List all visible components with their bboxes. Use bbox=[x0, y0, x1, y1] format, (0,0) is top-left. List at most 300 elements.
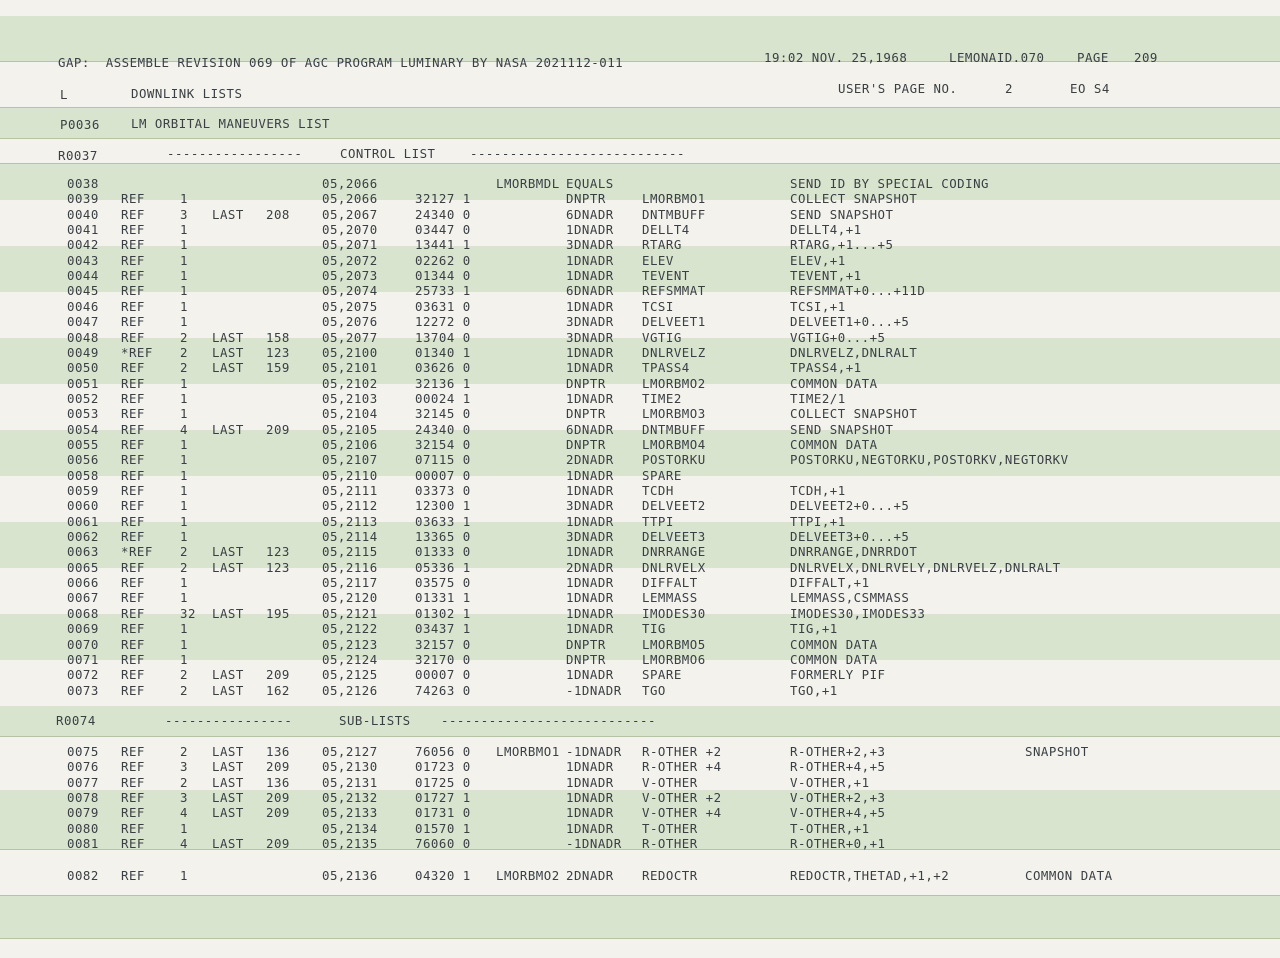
row-opcode: 1DNADR bbox=[566, 513, 614, 529]
row-last-label: LAST bbox=[212, 605, 244, 621]
row-ref-marker: REF bbox=[121, 774, 145, 790]
row-ref-marker: REF bbox=[121, 513, 145, 529]
row-ref-marker: REF bbox=[121, 421, 145, 437]
row-address: 05,2103 bbox=[322, 390, 378, 406]
row-line-number: 0066 bbox=[67, 575, 99, 591]
listing-row bbox=[0, 837, 1280, 852]
row-last-label: LAST bbox=[212, 559, 244, 575]
row-opcode: 1DNADR bbox=[566, 467, 614, 483]
row-opcode: 1DNADR bbox=[566, 820, 614, 836]
row-ref-marker: REF bbox=[121, 605, 145, 621]
row-ref-marker: REF bbox=[121, 651, 145, 667]
row-ref-marker: REF bbox=[121, 529, 145, 545]
row-ref-count: 1 bbox=[180, 621, 188, 637]
row-octal-value: 76060 0 bbox=[415, 835, 471, 851]
row-address: 05,2067 bbox=[322, 206, 378, 222]
row-ref-count: 3 bbox=[180, 206, 188, 222]
row-octal-value: 01302 1 bbox=[415, 605, 471, 621]
row-last-label: LAST bbox=[212, 360, 244, 376]
row-line-number: 0050 bbox=[67, 360, 99, 376]
row-octal-value: 07115 0 bbox=[415, 452, 471, 468]
row-operand: R-OTHER bbox=[642, 835, 698, 851]
row-line-number: 0063 bbox=[67, 544, 99, 560]
row-ref-marker: REF bbox=[121, 559, 145, 575]
row-last-page: 159 bbox=[266, 360, 290, 376]
row-comment: TIME2/1 bbox=[790, 390, 846, 406]
listing-row bbox=[0, 438, 1280, 453]
row-ref-count: 4 bbox=[180, 421, 188, 437]
row-operand: TIG bbox=[642, 621, 666, 637]
row-operand: DELVEET3 bbox=[642, 529, 706, 545]
row-comment: R-OTHER+0,+1 bbox=[790, 835, 886, 851]
row-ref-marker: REF bbox=[121, 237, 145, 253]
row-ref-count: 1 bbox=[180, 191, 188, 207]
row-last-label: LAST bbox=[212, 544, 244, 560]
row-ref-marker: REF bbox=[121, 206, 145, 222]
row-ref-count: 2 bbox=[180, 744, 188, 759]
row-operand: SPARE bbox=[642, 667, 682, 683]
row-ref-marker: REF bbox=[121, 744, 145, 759]
row-octal-value: 00007 0 bbox=[415, 467, 471, 483]
row-comment: VGTIG+0...+5 bbox=[790, 329, 886, 345]
row-line-number: 0058 bbox=[67, 467, 99, 483]
row-operand: LMORBMO2 bbox=[642, 375, 706, 391]
listing-row bbox=[0, 453, 1280, 468]
sub-lists-dashes-right: --------------------------- bbox=[441, 713, 656, 728]
row-ref-count: 3 bbox=[180, 789, 188, 805]
row-comment: REFSMMAT+0...+11D bbox=[790, 283, 926, 299]
row-ref-marker: *REF bbox=[121, 544, 153, 560]
row-line-number: 0049 bbox=[67, 344, 99, 360]
row-line-number: 0052 bbox=[67, 390, 99, 406]
row-ref-count: 2 bbox=[180, 774, 188, 790]
row-opcode: 6DNADR bbox=[566, 206, 614, 222]
row-ref-marker: REF bbox=[121, 375, 145, 391]
row-operand: DNTMBUFF bbox=[642, 421, 706, 437]
row-last-page: 123 bbox=[266, 544, 290, 560]
row-octal-value: 13441 1 bbox=[415, 237, 471, 253]
row-line-number: 0079 bbox=[67, 805, 99, 821]
row-address: 05,2113 bbox=[322, 513, 378, 529]
row-address: 05,2126 bbox=[322, 682, 378, 698]
row-octal-value: 05336 1 bbox=[415, 559, 471, 575]
row-octal-value: 03437 1 bbox=[415, 621, 471, 637]
list-line-number: P0036 bbox=[60, 117, 100, 132]
row-address: 05,2107 bbox=[322, 452, 378, 468]
row-opcode: 3DNADR bbox=[566, 237, 614, 253]
listing-row bbox=[0, 869, 1280, 884]
listing-row bbox=[0, 484, 1280, 499]
listing-row bbox=[0, 407, 1280, 422]
eo-label: EO S4 bbox=[1070, 81, 1110, 96]
row-ref-marker: REF bbox=[121, 759, 145, 775]
row-last-page: 209 bbox=[266, 667, 290, 683]
row-operand: DELVEET1 bbox=[642, 314, 706, 330]
row-last-label: LAST bbox=[212, 759, 244, 775]
row-line-number: 0055 bbox=[67, 436, 99, 452]
row-comment: DELVEET2+0...+5 bbox=[790, 498, 910, 514]
row-address: 05,2070 bbox=[322, 222, 378, 238]
row-comment: IMODES30,IMODES33 bbox=[790, 605, 926, 621]
row-address: 05,2104 bbox=[322, 406, 378, 422]
row-ref-marker: REF bbox=[121, 820, 145, 836]
row-last-label: LAST bbox=[212, 805, 244, 821]
row-line-number: 0070 bbox=[67, 636, 99, 652]
row-ref-marker: REF bbox=[121, 590, 145, 606]
row-ref-count: 32 bbox=[180, 605, 196, 621]
listing-row bbox=[0, 346, 1280, 361]
row-opcode: 1DNADR bbox=[566, 360, 614, 376]
row-ref-count: 4 bbox=[180, 835, 188, 851]
row-octal-value: 24340 0 bbox=[415, 421, 471, 437]
row-operand: LMORBMO3 bbox=[642, 406, 706, 422]
row-opcode: -1DNADR bbox=[566, 744, 622, 759]
row-opcode: 2DNADR bbox=[566, 868, 614, 883]
listing-row bbox=[0, 284, 1280, 299]
row-last-page: 162 bbox=[266, 682, 290, 698]
row-operand: DIFFALT bbox=[642, 575, 698, 591]
listing-row bbox=[0, 760, 1280, 775]
row-operand: TTPI bbox=[642, 513, 674, 529]
row-ref-marker: REF bbox=[121, 252, 145, 268]
row-operand: TIME2 bbox=[642, 390, 682, 406]
row-opcode: 1DNADR bbox=[566, 252, 614, 268]
row-opcode: 6DNADR bbox=[566, 283, 614, 299]
row-ref-count: 2 bbox=[180, 344, 188, 360]
row-octal-value: 03631 0 bbox=[415, 298, 471, 314]
row-last-label: LAST bbox=[212, 344, 244, 360]
row-opcode: DNPTR bbox=[566, 436, 606, 452]
paper-rule bbox=[0, 736, 1280, 737]
row-comment: TIG,+1 bbox=[790, 621, 838, 637]
row-comment: SEND SNAPSHOT bbox=[790, 206, 894, 222]
row-last-page: 209 bbox=[266, 759, 290, 775]
row-opcode: 3DNADR bbox=[566, 529, 614, 545]
paper-rule bbox=[0, 938, 1280, 939]
row-ref-count: 1 bbox=[180, 406, 188, 422]
row-octal-value: 03626 0 bbox=[415, 360, 471, 376]
row-ref-count: 1 bbox=[180, 314, 188, 330]
row-ref-marker: REF bbox=[121, 436, 145, 452]
row-address: 05,2066 bbox=[322, 191, 378, 207]
row-line-number: 0059 bbox=[67, 483, 99, 498]
control-list-dashes-left: ----------------- bbox=[167, 146, 303, 161]
row-line-number: 0068 bbox=[67, 605, 99, 621]
row-operand: DNLRVELX bbox=[642, 559, 706, 575]
row-ref-count: 1 bbox=[180, 467, 188, 483]
row-comment: DELVEET1+0...+5 bbox=[790, 314, 910, 330]
row-operand: TCSI bbox=[642, 298, 674, 314]
row-line-number: 0046 bbox=[67, 298, 99, 314]
row-opcode: -1DNADR bbox=[566, 682, 622, 698]
listing-row bbox=[0, 192, 1280, 207]
row-address: 05,2111 bbox=[322, 483, 378, 498]
row-octal-value: 01727 1 bbox=[415, 789, 471, 805]
listing-row bbox=[0, 238, 1280, 253]
row-line-number: 0082 bbox=[67, 868, 99, 883]
row-comment: R-OTHER+4,+5 bbox=[790, 759, 886, 775]
row-last-page: 209 bbox=[266, 421, 290, 437]
row-ref-marker: REF bbox=[121, 222, 145, 238]
row-ref-marker: REF bbox=[121, 283, 145, 299]
row-octal-value: 12272 0 bbox=[415, 314, 471, 330]
row-address: 05,2127 bbox=[322, 744, 378, 759]
row-octal-value: 01331 1 bbox=[415, 590, 471, 606]
row-ref-marker: REF bbox=[121, 329, 145, 345]
row-ref-count: 1 bbox=[180, 283, 188, 299]
row-ref-marker: REF bbox=[121, 483, 145, 498]
row-opcode: 1DNADR bbox=[566, 590, 614, 606]
row-comment: DNRRANGE,DNRRDOT bbox=[790, 544, 918, 560]
row-octal-value: 03575 0 bbox=[415, 575, 471, 591]
listing-row bbox=[0, 499, 1280, 514]
row-octal-value: 13704 0 bbox=[415, 329, 471, 345]
row-line-number: 0061 bbox=[67, 513, 99, 529]
row-address: 05,2106 bbox=[322, 436, 378, 452]
row-octal-value: 03373 0 bbox=[415, 483, 471, 498]
row-operand: IMODES30 bbox=[642, 605, 706, 621]
row-address: 05,2071 bbox=[322, 237, 378, 253]
row-address: 05,2112 bbox=[322, 498, 378, 514]
page-label: PAGE bbox=[1077, 50, 1109, 65]
row-operand: LMORBMO1 bbox=[642, 191, 706, 207]
paper-rule bbox=[0, 107, 1280, 108]
row-comment: LEMMASS,CSMMASS bbox=[790, 590, 910, 606]
row-address: 05,2072 bbox=[322, 252, 378, 268]
row-last-page: 123 bbox=[266, 344, 290, 360]
row-ref-marker: REF bbox=[121, 390, 145, 406]
row-line-number: 0040 bbox=[67, 206, 99, 222]
row-line-number: 0071 bbox=[67, 651, 99, 667]
row-comment: TTPI,+1 bbox=[790, 513, 846, 529]
row-last-label: LAST bbox=[212, 774, 244, 790]
listing-row bbox=[0, 776, 1280, 791]
row-ref-marker: REF bbox=[121, 268, 145, 284]
row-operand: R-OTHER +2 bbox=[642, 744, 722, 759]
row-ref-count: 1 bbox=[180, 483, 188, 498]
row-operand: R-OTHER +4 bbox=[642, 759, 722, 775]
row-ref-count: 1 bbox=[180, 298, 188, 314]
listing-row bbox=[0, 177, 1280, 192]
row-comment: SEND SNAPSHOT bbox=[790, 421, 894, 437]
row-comment: DNLRVELZ,DNLRALT bbox=[790, 344, 918, 360]
row-ref-marker: REF bbox=[121, 406, 145, 422]
row-opcode: 1DNADR bbox=[566, 298, 614, 314]
row-comment: FORMERLY PIF bbox=[790, 667, 886, 683]
sub-lists-dashes-left: ---------------- bbox=[165, 713, 293, 728]
row-operand: LMORBMO6 bbox=[642, 651, 706, 667]
users-page-number: 2 bbox=[1005, 81, 1013, 96]
row-comment: TPASS4,+1 bbox=[790, 360, 862, 376]
row-opcode: 1DNADR bbox=[566, 268, 614, 284]
row-opcode: DNPTR bbox=[566, 636, 606, 652]
row-line-number: 0042 bbox=[67, 237, 99, 253]
row-opcode: 1DNADR bbox=[566, 390, 614, 406]
row-ref-count: 2 bbox=[180, 360, 188, 376]
row-line-number: 0053 bbox=[67, 406, 99, 422]
row-comment: RTARG,+1...+5 bbox=[790, 237, 894, 253]
row-line-number: 0039 bbox=[67, 191, 99, 207]
row-last-page: 209 bbox=[266, 789, 290, 805]
row-opcode: 2DNADR bbox=[566, 559, 614, 575]
row-address: 05,2074 bbox=[322, 283, 378, 299]
row-octal-value: 32157 0 bbox=[415, 636, 471, 652]
listing-row bbox=[0, 377, 1280, 392]
row-line-number: 0044 bbox=[67, 268, 99, 284]
row-address: 05,2114 bbox=[322, 529, 378, 545]
row-last-label: LAST bbox=[212, 667, 244, 683]
row-ref-count: 2 bbox=[180, 682, 188, 698]
row-line-number: 0075 bbox=[67, 744, 99, 759]
row-octal-value: 01570 1 bbox=[415, 820, 471, 836]
row-opcode: DNPTR bbox=[566, 406, 606, 422]
row-address: 05,2101 bbox=[322, 360, 378, 376]
row-ref-marker: REF bbox=[121, 868, 145, 883]
row-opcode: 1DNADR bbox=[566, 575, 614, 591]
row-ref-count: 1 bbox=[180, 590, 188, 606]
row-ref-count: 4 bbox=[180, 805, 188, 821]
row-octal-value: 03447 0 bbox=[415, 222, 471, 238]
row-line-number: 0062 bbox=[67, 529, 99, 545]
row-comment: COMMON DATA bbox=[790, 375, 878, 391]
row-octal-value: 12300 1 bbox=[415, 498, 471, 514]
row-ref-count: 1 bbox=[180, 436, 188, 452]
row-ref-marker: REF bbox=[121, 467, 145, 483]
row-operand: TCDH bbox=[642, 483, 674, 498]
row-opcode: 1DNADR bbox=[566, 483, 614, 498]
listing-row bbox=[0, 545, 1280, 560]
row-comment: T-OTHER,+1 bbox=[790, 820, 870, 836]
row-address: 05,2076 bbox=[322, 314, 378, 330]
row-octal-value: 00007 0 bbox=[415, 667, 471, 683]
row-octal-value: 74263 0 bbox=[415, 682, 471, 698]
row-comment: TEVENT,+1 bbox=[790, 268, 862, 284]
row-operand: RTARG bbox=[642, 237, 682, 253]
row-operand: ELEV bbox=[642, 252, 674, 268]
log-label: L bbox=[60, 87, 68, 102]
row-octal-value: 32127 1 bbox=[415, 191, 471, 207]
row-last-label: LAST bbox=[212, 421, 244, 437]
row-address: 05,2073 bbox=[322, 268, 378, 284]
row-operand: LMORBMO4 bbox=[642, 436, 706, 452]
row-opcode: 2DNADR bbox=[566, 452, 614, 468]
row-opcode: -1DNADR bbox=[566, 835, 622, 851]
row-operand: TGO bbox=[642, 682, 666, 698]
row-opcode: 6DNADR bbox=[566, 421, 614, 437]
row-opcode: 3DNADR bbox=[566, 498, 614, 514]
row-last-label: LAST bbox=[212, 329, 244, 345]
row-address: 05,2131 bbox=[322, 774, 378, 790]
listing-row bbox=[0, 668, 1280, 683]
listing-row bbox=[0, 315, 1280, 330]
row-address: 05,2120 bbox=[322, 590, 378, 606]
row-address: 05,2132 bbox=[322, 789, 378, 805]
row-address: 05,2075 bbox=[322, 298, 378, 314]
users-page-label: USER'S PAGE NO. bbox=[838, 81, 958, 96]
listing-row bbox=[0, 745, 1280, 760]
listing-row bbox=[0, 622, 1280, 637]
row-ref-count: 1 bbox=[180, 498, 188, 514]
row-opcode: 3DNADR bbox=[566, 314, 614, 330]
list-title: LM ORBITAL MANEUVERS LIST bbox=[131, 116, 330, 131]
row-ref-marker: REF bbox=[121, 805, 145, 821]
row-line-number: 0048 bbox=[67, 329, 99, 345]
row-octal-value: 00024 1 bbox=[415, 390, 471, 406]
row-opcode: 1DNADR bbox=[566, 789, 614, 805]
row-operand: SPARE bbox=[642, 467, 682, 483]
row-ref-count: 1 bbox=[180, 268, 188, 284]
row-octal-value: 01333 0 bbox=[415, 544, 471, 560]
row-ref-marker: REF bbox=[121, 621, 145, 637]
row-opcode: DNPTR bbox=[566, 375, 606, 391]
row-line-number: 0051 bbox=[67, 375, 99, 391]
row-comment: SEND ID BY SPECIAL CODING bbox=[790, 176, 989, 191]
row-ref-marker: REF bbox=[121, 452, 145, 468]
row-operand: V-OTHER bbox=[642, 774, 698, 790]
listing-row bbox=[0, 300, 1280, 315]
row-comment: COLLECT SNAPSHOT bbox=[790, 406, 918, 422]
sub-lists-line: R0074 bbox=[56, 713, 96, 728]
row-opcode: DNPTR bbox=[566, 191, 606, 207]
paper-rule bbox=[0, 163, 1280, 164]
row-address: 05,2122 bbox=[322, 621, 378, 637]
row-comment: R-OTHER+2,+3 bbox=[790, 744, 886, 759]
row-comment: DIFFALT,+1 bbox=[790, 575, 870, 591]
row-last-page: 195 bbox=[266, 605, 290, 621]
row-ref-count: 1 bbox=[180, 868, 188, 883]
row-last-label: LAST bbox=[212, 682, 244, 698]
row-symbol-label: LMORBMO1 bbox=[496, 744, 560, 759]
listing-row bbox=[0, 423, 1280, 438]
row-line-number: 0073 bbox=[67, 682, 99, 698]
row-last-label: LAST bbox=[212, 789, 244, 805]
row-operand: DELLT4 bbox=[642, 222, 690, 238]
listing-row bbox=[0, 469, 1280, 484]
row-ref-marker: *REF bbox=[121, 344, 153, 360]
row-ref-marker: REF bbox=[121, 835, 145, 851]
row-opcode: 1DNADR bbox=[566, 667, 614, 683]
row-ref-marker: REF bbox=[121, 498, 145, 514]
row-ref-marker: REF bbox=[121, 314, 145, 330]
row-ref-count: 1 bbox=[180, 651, 188, 667]
row-octal-value: 32145 0 bbox=[415, 406, 471, 422]
row-line-number: 0038 bbox=[67, 176, 99, 191]
row-address: 05,2125 bbox=[322, 667, 378, 683]
row-symbol-label: LMORBMO2 bbox=[496, 868, 560, 883]
row-line-number: 0069 bbox=[67, 621, 99, 637]
row-ref-marker: REF bbox=[121, 682, 145, 698]
row-operand: V-OTHER +2 bbox=[642, 789, 722, 805]
row-comment: REDOCTR,THETAD,+1,+2 bbox=[790, 868, 950, 883]
row-octal-value: 01723 0 bbox=[415, 759, 471, 775]
row-comment: TCDH,+1 bbox=[790, 483, 846, 498]
row-operand: TEVENT bbox=[642, 268, 690, 284]
row-comment: POSTORKU,NEGTORKU,POSTORKV,NEGTORKV bbox=[790, 452, 1069, 468]
assembly-title: GAP: ASSEMBLE REVISION 069 OF AGC PROGRAM LUMINARY BY NASA 2021112-011 bbox=[58, 55, 624, 70]
control-list-dashes-right: --------------------------- bbox=[470, 146, 685, 161]
row-address: 05,2105 bbox=[322, 421, 378, 437]
row-octal-value: 02262 0 bbox=[415, 252, 471, 268]
row-last-page: 209 bbox=[266, 805, 290, 821]
row-opcode: 1DNADR bbox=[566, 544, 614, 560]
row-ref-count: 1 bbox=[180, 513, 188, 529]
row-symbol-label: LMORBMDL bbox=[496, 176, 560, 191]
row-address: 05,2066 bbox=[322, 176, 378, 191]
row-line-number: 0054 bbox=[67, 421, 99, 437]
row-ref-count: 1 bbox=[180, 575, 188, 591]
row-address: 05,2134 bbox=[322, 820, 378, 836]
row-last-label: LAST bbox=[212, 206, 244, 222]
